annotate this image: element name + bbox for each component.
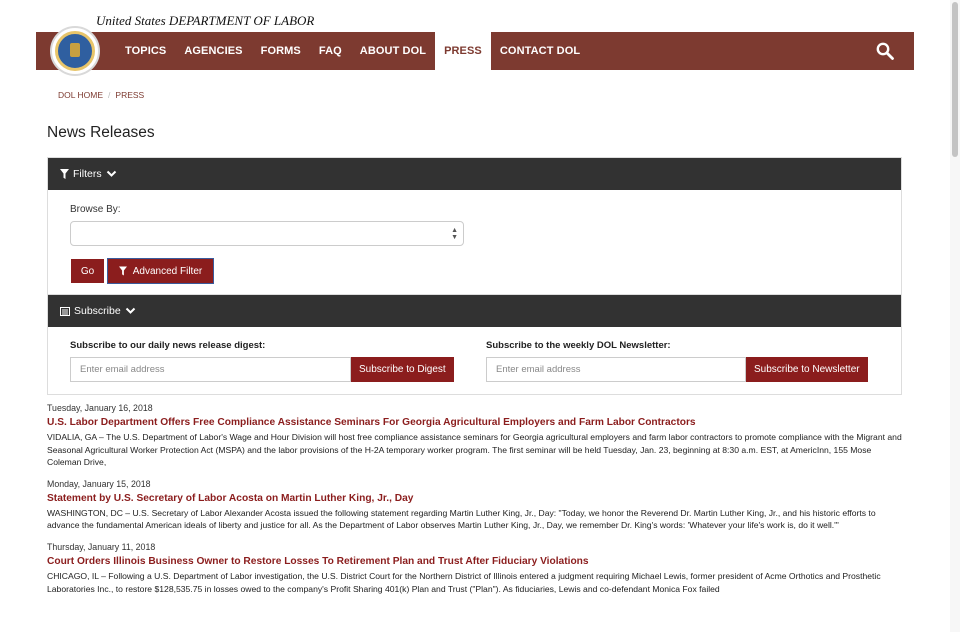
browse-by-select[interactable] — [70, 221, 464, 246]
nav-menu — [116, 32, 589, 70]
news-release-item — [47, 403, 902, 469]
page-title: News Releases — [47, 124, 155, 141]
dol-seal-logo[interactable] — [50, 26, 100, 76]
breadcrumb — [58, 90, 144, 100]
subscribe-panel — [47, 294, 902, 395]
breadcrumb-separator: / — [108, 90, 111, 100]
newsletter-subscribe — [486, 340, 868, 382]
subscribe-header-label: Subscribe — [74, 305, 121, 317]
news-release-item — [47, 479, 902, 532]
release-date: Thursday, January 11, 2018 — [47, 541, 156, 552]
agency-name[interactable]: United States DEPARTMENT OF LABOR — [96, 13, 315, 28]
breadcrumb-dol-home[interactable]: DOL HOME — [58, 90, 104, 100]
subscribe-toggle[interactable] — [48, 295, 901, 327]
select-arrows-icon: ▲ ▼ — [451, 227, 458, 241]
search-icon[interactable] — [876, 42, 894, 60]
filters-toggle[interactable] — [48, 158, 901, 190]
nav-item-about-dol[interactable]: ABOUT DOL — [359, 45, 427, 57]
subscribe-to-newsletter-button[interactable]: Subscribe to Newsletter — [746, 357, 868, 382]
list-icon — [60, 307, 70, 316]
digest-label: Subscribe to our daily news release digest: — [70, 340, 266, 351]
nav-item-agencies[interactable]: AGENCIES — [184, 45, 243, 57]
nav-item-faq[interactable]: FAQ — [318, 45, 342, 57]
nav-item-topics[interactable]: TOPICS — [125, 45, 167, 57]
chevron-down-icon — [125, 307, 136, 315]
nav-item-press[interactable]: PRESS — [435, 32, 491, 70]
scrollbar-thumb[interactable] — [952, 2, 958, 157]
release-summary: VIDALIA, GA – The U.S. Department of Labor's Wage and Hour Division will host free compliance assistance seminars for Georgia agricultural employers and farm labor contractors to promote compliance with the Migrant and Seasonal Agricultural Worker Protection Act (MSPA) and the labor provisions of the H-2A temporary worker program. The first seminar will be held Tuesday, Jan. 23, beginning at 8:30 a.m. EST, at AmericInn, 155 Mose Coleman Drive, — [47, 432, 902, 468]
main-navbar — [36, 32, 914, 70]
browse-by-label: Browse By: — [70, 204, 121, 215]
release-summary: WASHINGTON, DC – U.S. Secretary of Labor Alexander Acosta issued the following statement regarding Martin Luther King, Jr., Day: "Today, we honor the Reverend Dr. Martin Luther King, Jr., and his historic efforts to advance the fundamental American ideals of liberty and justice for all. As the Department of Labor observes Martin Luther King, Jr., Day, we remember Dr. King's words: 'Whatever your life's work is, do it well.'" — [47, 507, 876, 531]
nav-item-contact-dol[interactable]: CONTACT DOL — [499, 45, 581, 57]
release-summary: CHICAGO, IL – Following a U.S. Department of Labor investigation, the U.S. District Court for the Northern District of Illinois entered a judgment requiring Michael Lewis, former president of Acme Orthotics and Prosthetic Laboratories Inc., to restore $128,535.75 in losses owed to the company's Profit Sharing 401(k) Plan and Trust ("Plan"). As fiduciaries, Lewis and co-defendant Monica Fox failed — [47, 570, 881, 594]
breadcrumb-press[interactable]: PRESS — [115, 90, 145, 100]
go-button[interactable]: Go — [71, 259, 104, 283]
filter-icon — [60, 169, 69, 179]
newsletter-email-input[interactable]: Enter email address — [486, 357, 746, 382]
news-release-item — [47, 542, 902, 595]
chevron-down-icon — [106, 170, 117, 178]
digest-email-input[interactable]: Enter email address — [70, 357, 351, 382]
news-release-list — [47, 403, 902, 605]
subscribe-to-digest-button[interactable]: Subscribe to Digest — [351, 357, 454, 382]
release-title-link[interactable]: Statement by U.S. Secretary of Labor Acosta on Martin Luther King, Jr., Day — [47, 492, 414, 504]
release-date: Tuesday, January 16, 2018 — [47, 403, 153, 413]
newsletter-label: Subscribe to the weekly DOL Newsletter: — [486, 340, 671, 351]
page-scrollbar[interactable] — [950, 0, 960, 632]
advanced-filter-button[interactable] — [107, 258, 214, 284]
nav-item-forms[interactable]: FORMS — [260, 45, 301, 57]
filter-icon — [119, 266, 127, 276]
release-title-link[interactable]: Court Orders Illinois Business Owner to Restore Losses To Retirement Plan and Trust After Fiduciary Violations — [47, 555, 589, 567]
release-title-link[interactable]: U.S. Labor Department Offers Free Compliance Assistance Seminars For Georgia Agricultural Employers and Farm Labor Contractors — [47, 417, 696, 428]
seal-emblem — [55, 31, 95, 71]
digest-subscribe — [70, 340, 454, 382]
release-date: Monday, January 15, 2018 — [47, 478, 151, 489]
advanced-filter-label: Advanced Filter — [132, 265, 203, 277]
filters-header-label: Filters — [73, 168, 102, 180]
filters-panel — [47, 157, 902, 295]
